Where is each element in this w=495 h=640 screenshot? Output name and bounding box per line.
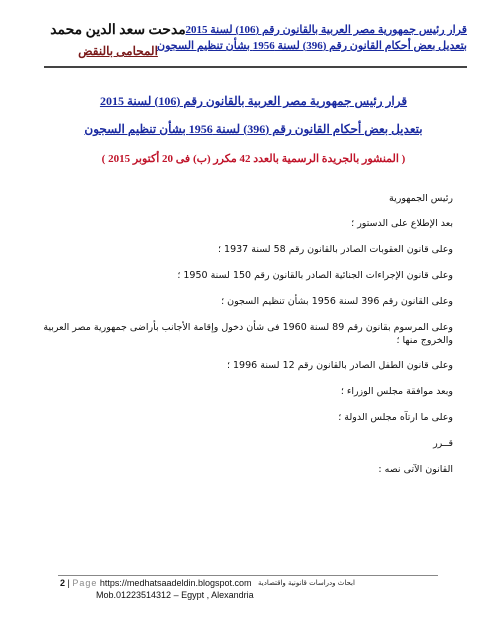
body-line-constitution: بعد الإطلاع على الدستور ؛	[351, 218, 453, 229]
header-amend-line: بتعديل بعض أحكام القانون رقم (396) لسنة 1956 بشأن تنظيم السجون	[157, 40, 467, 52]
body-line-decided: قــرر	[433, 438, 453, 449]
body-line-criminal-procedure: وعلى قانون الإجراءات الجنائية الصادر بالقانون رقم 150 لسنة 1950 ؛	[177, 270, 453, 281]
footer-page-info: 2 | Page https://medhatsaadeldin.blogspot.com	[60, 578, 252, 588]
author-title: المحامى بالنقض	[78, 44, 158, 58]
publication-note: ( المنشور بالجريدة الرسمية بالعدد 42 مكرر (ب) فى 20 أكتوبر 2015 )	[101, 153, 406, 165]
footer-tagline: ابحاث ودراسات قانونية واقتصادية	[258, 579, 355, 587]
footer-website-link[interactable]: https://medhatsaadeldin.blogspot.com	[99, 578, 252, 588]
header-divider	[44, 66, 467, 68]
header-decree-block	[157, 22, 467, 54]
footer-contact: Mob.01223514312 – Egypt , Alexandria	[96, 590, 254, 600]
body-line-penal-code: وعلى قانون العقوبات الصادر بالقانون رقم 58 لسنة 1937 ؛	[217, 244, 453, 255]
header-decree-line: قرار رئيس جمهورية مصر العربية بالقانون رقم (106) لسنة 2015	[185, 24, 467, 36]
author-name: مدحت سعد الدين محمد	[50, 23, 186, 38]
body-line-foreigners-decree: وعلى المرسوم بقانون رقم 89 لسنة 1960 فى شأن دخول وإقامة الأجانب بأراضى جمهورية مصر العربية والخروج منها ؛	[43, 322, 453, 346]
body-line-cabinet: وبعد موافقة مجلس الوزراء ؛	[340, 386, 453, 397]
body-line-state-council: وعلى ما ارتآه مجلس الدولة ؛	[338, 412, 453, 423]
page-number: 2	[60, 578, 66, 588]
body-line-law-text: القانون الآتى نصه :	[378, 464, 453, 475]
footer-divider	[58, 575, 438, 576]
body-line-president: رئيس الجمهورية	[389, 193, 453, 204]
decree-title: قرار رئيس جمهورية مصر العربية بالقانون رقم (106) لسنة 2015	[99, 94, 408, 108]
decree-subtitle: بتعديل بعض أحكام القانون رقم (396) لسنة 1956 بشأن تنظيم السجون	[84, 122, 423, 136]
body-line-child-law: وعلى قانون الطفل الصادر بالقانون رقم 12 لسنة 1996 ؛	[226, 360, 453, 371]
page-label: Page	[72, 578, 98, 588]
body-line-prisons-law: وعلى القانون رقم 396 لسنة 1956 بشأن تنظيم السجون ؛	[221, 296, 453, 307]
